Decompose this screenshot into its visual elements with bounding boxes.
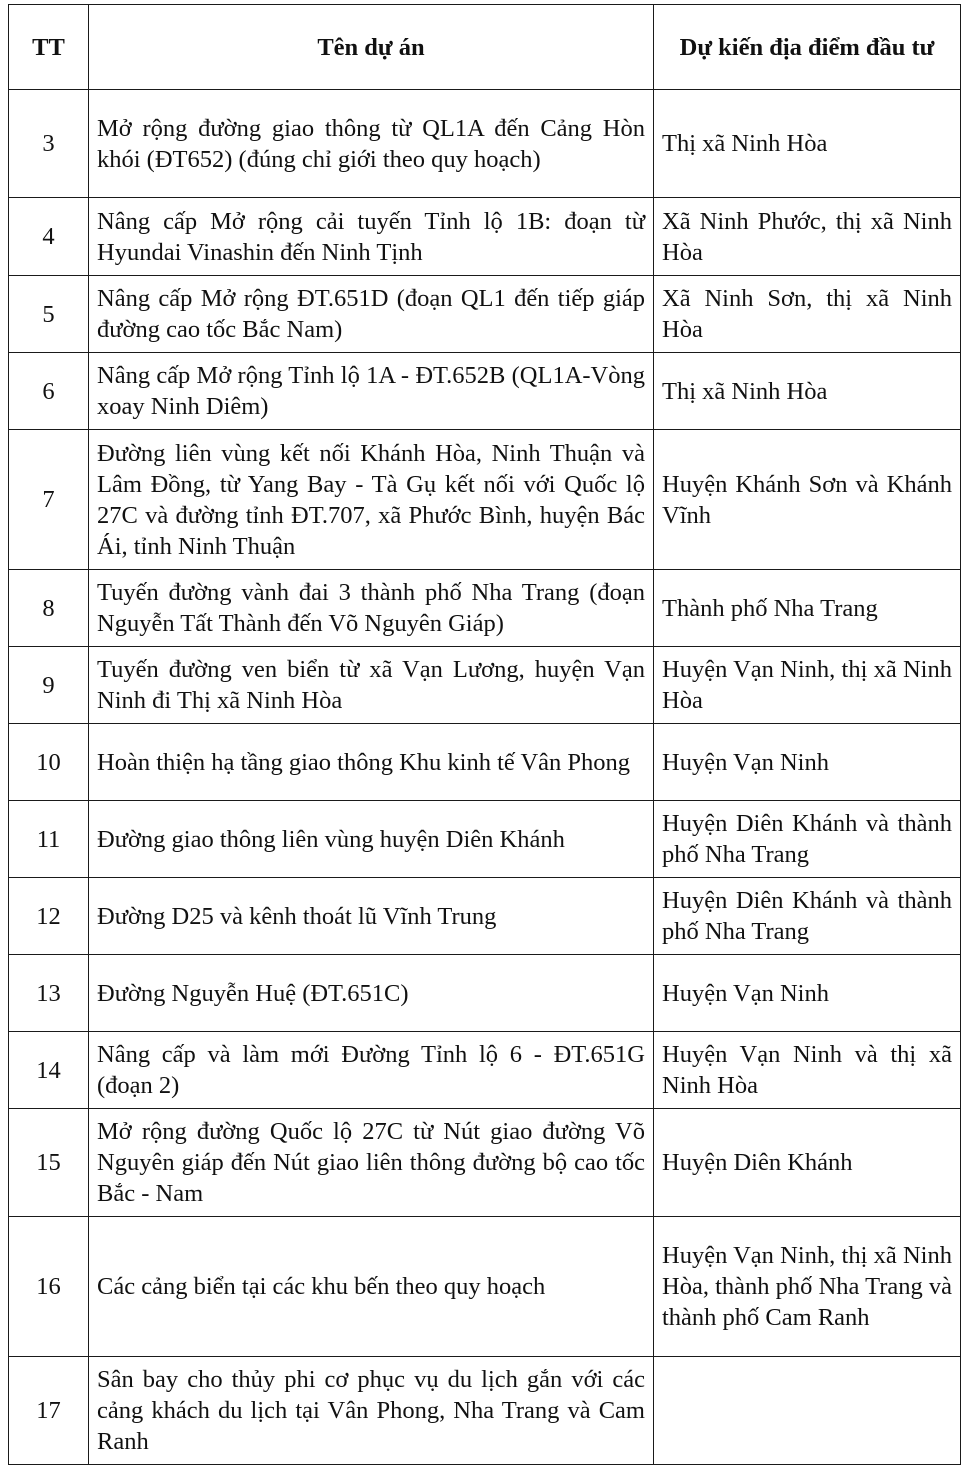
row-number: 6 (9, 353, 89, 430)
project-name: Đường liên vùng kết nối Khánh Hòa, Ninh Thuận và Lâm Đồng, từ Yang Bay - Tà Gụ kết nối với Quốc lộ 27C và đường tỉnh ĐT.707, xã Phước Bình, huyện Bác Ái, tỉnh Ninh Thuận (89, 430, 654, 570)
project-name: Sân bay cho thủy phi cơ phục vụ du lịch gắn với các cảng khách du lịch tại Vân Phong, Nha Trang và Cam Ranh (89, 1357, 654, 1465)
row-number: 13 (9, 955, 89, 1032)
row-number: 16 (9, 1217, 89, 1357)
header-tt: TT (9, 5, 89, 90)
project-location: Thị xã Ninh Hòa (654, 353, 961, 430)
project-name: Mở rộng đường Quốc lộ 27C từ Nút giao đường Võ Nguyên giáp đến Nút giao liên thông đường bộ cao tốc Bắc - Nam (89, 1109, 654, 1217)
row-number: 15 (9, 1109, 89, 1217)
project-location: Huyện Diên Khánh (654, 1109, 961, 1217)
header-location: Dự kiến địa điểm đầu tư (654, 5, 961, 90)
project-name: Hoàn thiện hạ tầng giao thông Khu kinh tế Vân Phong (89, 724, 654, 801)
table-row (9, 570, 961, 647)
table-row (9, 1032, 961, 1109)
row-number: 4 (9, 198, 89, 276)
table-row (9, 1217, 961, 1357)
table-row (9, 276, 961, 353)
row-number: 7 (9, 430, 89, 570)
project-location: Huyện Vạn Ninh (654, 955, 961, 1032)
row-number: 9 (9, 647, 89, 724)
project-name: Tuyến đường vành đai 3 thành phố Nha Trang (đoạn Nguyễn Tất Thành đến Võ Nguyên Giáp) (89, 570, 654, 647)
table-row (9, 955, 961, 1032)
projects-table (8, 4, 961, 1465)
project-location: Huyện Vạn Ninh, thị xã Ninh Hòa, thành phố Nha Trang và thành phố Cam Ranh (654, 1217, 961, 1357)
project-location: Huyện Khánh Sơn và Khánh Vĩnh (654, 430, 961, 570)
row-number: 14 (9, 1032, 89, 1109)
project-location: Xã Ninh Phước, thị xã Ninh Hòa (654, 198, 961, 276)
row-number: 11 (9, 801, 89, 878)
table-row (9, 724, 961, 801)
table-row (9, 878, 961, 955)
project-location: Thị xã Ninh Hòa (654, 90, 961, 198)
table-row (9, 198, 961, 276)
table-row (9, 1109, 961, 1217)
table-row (9, 647, 961, 724)
project-location: Huyện Vạn Ninh, thị xã Ninh Hòa (654, 647, 961, 724)
project-location: Huyện Vạn Ninh và thị xã Ninh Hòa (654, 1032, 961, 1109)
table-row (9, 801, 961, 878)
project-location: Huyện Diên Khánh và thành phố Nha Trang (654, 878, 961, 955)
table-row (9, 1357, 961, 1465)
project-location: Thành phố Nha Trang (654, 570, 961, 647)
row-number: 12 (9, 878, 89, 955)
project-name: Nâng cấp Mở rộng cải tuyến Tỉnh lộ 1B: đoạn từ Hyundai Vinashin đến Ninh Tịnh (89, 198, 654, 276)
table-header-row (9, 5, 961, 90)
row-number: 17 (9, 1357, 89, 1465)
project-location (654, 1357, 961, 1465)
project-location: Xã Ninh Sơn, thị xã Ninh Hòa (654, 276, 961, 353)
project-name: Tuyến đường ven biển từ xã Vạn Lương, huyện Vạn Ninh đi Thị xã Ninh Hòa (89, 647, 654, 724)
row-number: 3 (9, 90, 89, 198)
project-name: Nâng cấp và làm mới Đường Tỉnh lộ 6 - ĐT.651G (đoạn 2) (89, 1032, 654, 1109)
header-project-name: Tên dự án (89, 5, 654, 90)
project-name: Nâng cấp Mở rộng ĐT.651D (đoạn QL1 đến tiếp giáp đường cao tốc Bắc Nam) (89, 276, 654, 353)
project-name: Đường Nguyễn Huệ (ĐT.651C) (89, 955, 654, 1032)
row-number: 8 (9, 570, 89, 647)
project-name: Đường giao thông liên vùng huyện Diên Khánh (89, 801, 654, 878)
project-location: Huyện Vạn Ninh (654, 724, 961, 801)
project-name: Các cảng biển tại các khu bến theo quy hoạch (89, 1217, 654, 1357)
project-name: Nâng cấp Mở rộng Tỉnh lộ 1A - ĐT.652B (QL1A-Vòng xoay Ninh Diêm) (89, 353, 654, 430)
row-number: 10 (9, 724, 89, 801)
table-row (9, 353, 961, 430)
project-name: Đường D25 và kênh thoát lũ Vĩnh Trung (89, 878, 654, 955)
table-row (9, 90, 961, 198)
table-row (9, 430, 961, 570)
project-location: Huyện Diên Khánh và thành phố Nha Trang (654, 801, 961, 878)
row-number: 5 (9, 276, 89, 353)
project-name: Mở rộng đường giao thông từ QL1A đến Cảng Hòn khói (ĐT652) (đúng chỉ giới theo quy hoạch) (89, 90, 654, 198)
